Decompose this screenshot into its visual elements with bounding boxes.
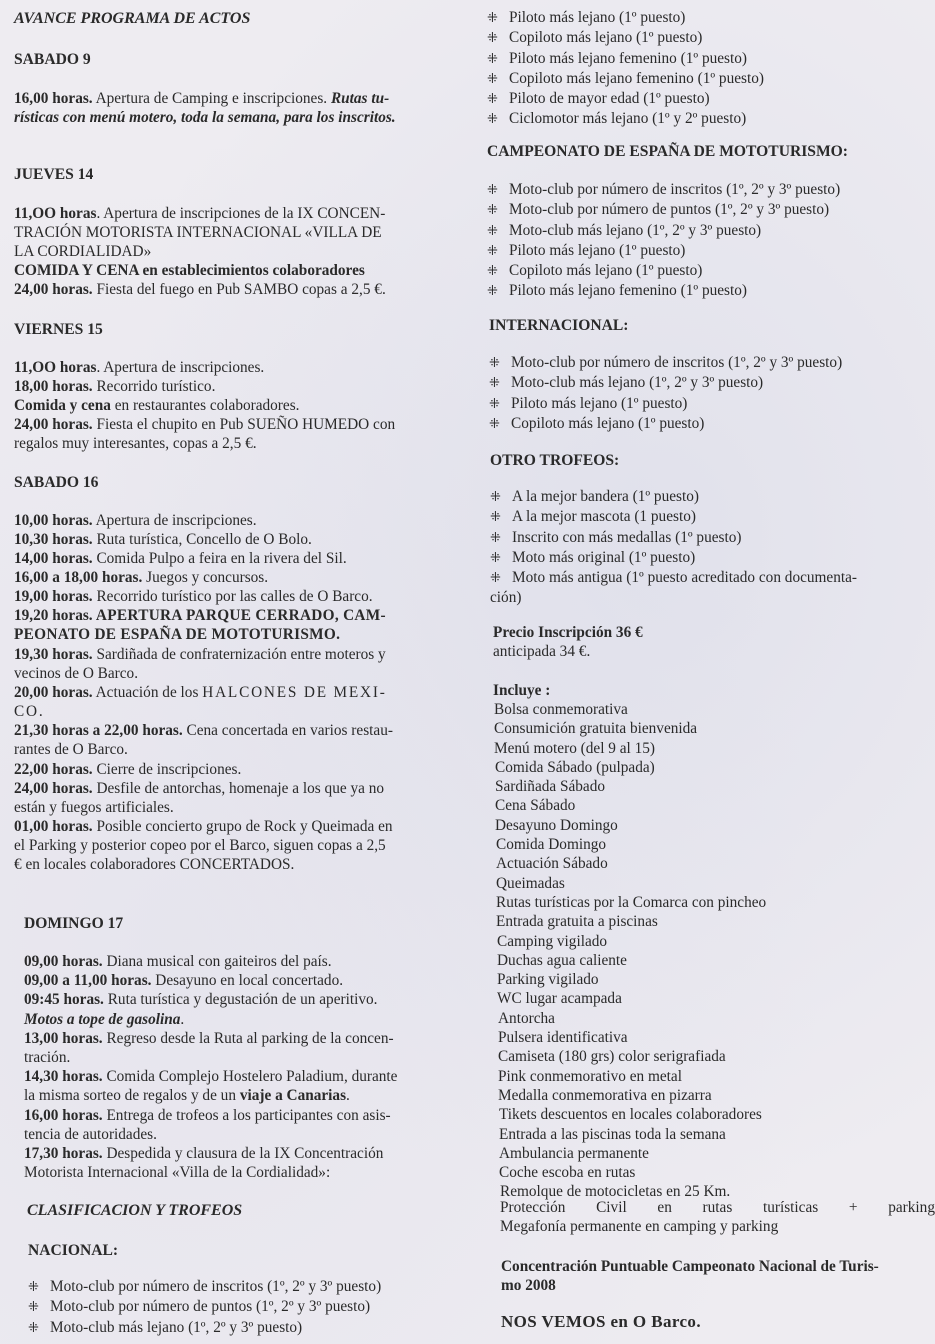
trophy-item: ⁜ Moto-club por número de inscritos (1º, 2º y 3º puesto) [489, 353, 842, 373]
clasificacion-heading: CLASIFICACION Y TROFEOS [27, 1202, 243, 1219]
incluye-item: Tikets descuentos en locales colaboradores [499, 1106, 762, 1124]
nacional-list [28, 1277, 381, 1338]
incluye-item: Entrada a las piscinas toda la semana [499, 1125, 726, 1143]
incluye-item: Comida Domingo [496, 836, 607, 854]
trophy-item-continuation: ción) [490, 589, 522, 607]
trophy-item: ⁜ Moto-club por número de puntos (1º, 2º y 3º puesto) [28, 1297, 381, 1317]
incluye-item: Medalla conmemorativa en pizarra [498, 1086, 712, 1104]
incluye-item: Camping vigilado [497, 932, 608, 950]
trophy-item: ⁜ Moto-club por número de puntos (1º, 2º y 3º puesto) [487, 200, 840, 220]
bullet-icon: ⁜ [487, 92, 498, 108]
event-line: 10,00 horas. Apertura de inscripciones. [14, 512, 257, 529]
event-line: 11,OO horas. Apertura de inscripciones de la IX CONCEN- [14, 205, 386, 222]
event-line: 17,30 horas. Despedida y clausura de la IX Concentración [24, 1145, 384, 1162]
bullet-icon: ⁜ [487, 203, 498, 219]
incluye-item: Queimadas [496, 874, 565, 892]
trophy-item: ⁜ Moto-club más lejano (1º, 2º y 3º puesto) [28, 1318, 381, 1338]
trophy-item: ⁜ Copiloto más lejano (1º puesto) [487, 28, 764, 48]
bullet-icon: ⁜ [487, 284, 498, 300]
trophy-item: ⁜ Piloto más lejano femenino (1º puesto) [487, 49, 764, 69]
nacional-cont-list [487, 8, 764, 130]
event-line: 10,30 horas. Ruta turística, Concello de O Bolo. [14, 531, 312, 548]
bullet-icon: ⁜ [489, 396, 500, 412]
event-line: 19,30 horas. Sardiñada de confraternización entre moteros y [14, 646, 386, 663]
internacional-heading: INTERNACIONAL: [489, 317, 629, 334]
incluye-item: Antorcha [498, 1009, 555, 1027]
day-heading-viernes-15: VIERNES 15 [14, 321, 103, 338]
event-line: 09:45 horas. Ruta turística y degustación de un aperitivo. [24, 991, 378, 1008]
event-line: la misma sorteo de regalos y de un viaje a Canarias. [24, 1087, 350, 1104]
event-line: tencia de autoridades. [24, 1126, 157, 1143]
bullet-icon: ⁜ [490, 490, 501, 505]
event-line: Comida y cena en restaurantes colaboradores. [14, 397, 300, 414]
bullet-icon: ⁜ [490, 550, 501, 566]
bullet-icon: ⁜ [490, 530, 501, 546]
event-line: Motos a tope de gasolina. [24, 1011, 185, 1028]
incluye-item: Remolque de motocicletas en 25 Km. [500, 1183, 731, 1201]
trophy-item: ⁜ Moto-club por número de inscritos (1º, 2º y 3º puesto) [487, 180, 840, 200]
internacional-list [489, 353, 842, 434]
incluye-item: Cena Sábado [495, 797, 576, 815]
bullet-icon: ⁜ [28, 1280, 39, 1295]
trophy-item: ⁜ Piloto de mayor edad (1º puesto) [487, 89, 764, 109]
incluye-item: Ambulancia permanente [499, 1144, 649, 1162]
concentracion-line-2: mo 2008 [501, 1277, 556, 1294]
event-line: 16,00 a 18,00 horas. Juegos y concursos. [14, 569, 269, 586]
incluye-heading: Incluye : [493, 682, 551, 699]
event-line: Motorista Internacional «Villa de la Cordialidad»: [24, 1164, 331, 1181]
day-heading-domingo-17: DOMINGO 17 [24, 915, 124, 932]
event-line: 16,00 horas. Entrega de trofeos a los participantes con asis- [24, 1107, 391, 1124]
day-heading-sabado-16: SABADO 16 [14, 474, 99, 491]
trophy-item: ⁜ Ciclomotor más lejano (1º y 2º puesto) [487, 109, 764, 129]
trophy-item: ⁜ Copiloto más lejano femenino (1º puesto) [487, 69, 764, 89]
trophy-item: ⁜ Piloto más lejano (1º puesto) [487, 8, 764, 28]
event-line: 24,00 horas. Desfile de antorchas, homenaje a los que ya no [14, 780, 385, 797]
bullet-icon: ⁜ [489, 376, 500, 392]
trophy-item: ⁜ Piloto más lejano femenino (1º puesto) [487, 281, 840, 301]
event-line: 13,00 horas. Regreso desde la Ruta al parking de la concen- [24, 1030, 394, 1047]
bullet-icon: ⁜ [28, 1300, 39, 1316]
event-line: CO. [14, 703, 45, 720]
bullet-icon: ⁜ [487, 264, 498, 280]
otros-list [490, 487, 857, 608]
incluye-item: Comida Sábado (pulpada) [495, 758, 655, 776]
bullet-icon: ⁜ [487, 183, 498, 198]
bullet-icon: ⁜ [487, 223, 498, 239]
nacional-heading: NACIONAL: [28, 1242, 119, 1259]
trophy-item: ⁜ A la mejor bandera (1º puesto) [490, 487, 857, 507]
incluye-item: Camiseta (180 grs) color serigrafiada [498, 1048, 726, 1066]
bullet-icon: ⁜ [490, 571, 501, 587]
incluye-item: Consumición gratuita bienvenida [494, 720, 698, 738]
incluye-item: Coche escoba en rutas [499, 1164, 636, 1182]
incluye-item: WC lugar acampada [497, 990, 622, 1008]
precio-anticipada: anticipada 34 €. [493, 643, 591, 660]
trophy-item: ⁜ Moto más original (1º puesto) [490, 548, 857, 568]
incluye-item: Entrada gratuita a piscinas [496, 913, 658, 931]
event-line: 19,20 horas. APERTURA PARQUE CERRADO, CAM- [14, 607, 386, 624]
day-heading-jueves-14: JUEVES 14 [14, 166, 94, 183]
event-line: vecinos de O Barco. [14, 665, 139, 682]
event-line: rantes de O Barco. [14, 741, 128, 758]
event-line: 09,00 horas. Diana musical con gaiteiros del país. [24, 953, 332, 970]
otros-heading: OTRO TROFEOS: [490, 452, 620, 469]
trophy-item: ⁜ Piloto más lejano (1º puesto) [487, 241, 840, 261]
campeonato-heading: CAMPEONATO DE ESPAÑA DE MOTOTURISMO: [487, 143, 848, 160]
trophy-item: ⁜ Moto-club más lejano (1º, 2º y 3º puesto) [489, 373, 842, 393]
trophy-item: ⁜ Piloto más lejano (1º puesto) [489, 394, 842, 414]
bullet-icon: ⁜ [487, 71, 498, 87]
incluye-item: Parking vigilado [497, 971, 599, 989]
precio-heading: Precio Inscripción 36 € [493, 624, 643, 641]
incluye-item: Rutas turísticas por la Comarca con pincheo [496, 893, 767, 911]
incluye-item-proteccion: Protección Civil en rutas turísticas + parking [500, 1199, 935, 1216]
bullet-icon: ⁜ [487, 51, 498, 67]
event-line: tración. [24, 1049, 71, 1066]
bullet-icon: ⁜ [487, 243, 498, 259]
event-line: están y fuegos artificiales. [14, 799, 174, 816]
event-line: 24,00 horas. Fiesta el chupito en Pub SUEÑO HUMEDO con [14, 416, 396, 433]
event-line: 14,30 horas. Comida Complejo Hostelero Paladium, durante [24, 1068, 398, 1085]
incluye-item: Menú motero (del 9 al 15) [494, 739, 655, 757]
bullet-icon: ⁜ [490, 510, 501, 526]
campeonato-list [487, 180, 840, 302]
trophy-item: ⁜ Moto-club más lejano (1º, 2º y 3º puesto) [487, 221, 840, 241]
nos-vemos: NOS VEMOS en O Barco. [501, 1312, 701, 1331]
event-line: LA CORDIALIDAD» [14, 243, 152, 260]
event-line: 24,00 horas. Fiesta del fuego en Pub SAMBO copas a 2,5 €. [14, 281, 386, 298]
event-line: 21,30 horas a 22,00 horas. Cena concertada en varios restau- [14, 722, 393, 739]
incluye-item: Desayuno Domingo [495, 816, 618, 834]
bullet-icon: ⁜ [487, 112, 498, 128]
event-line: 20,00 horas. Actuación de los HALCONES DE MEXI- [14, 684, 387, 701]
event-line: 22,00 horas. Cierre de inscripciones. [14, 761, 242, 778]
event-line: € en locales colaboradores CONCERTADOS. [14, 856, 295, 873]
trophy-item: ⁜ A la mejor mascota (1 puesto) [490, 507, 857, 527]
event-line: TRACIÓN MOTORISTA INTERNACIONAL «VILLA DE [14, 224, 382, 241]
event-line: 16,00 horas. Apertura de Camping e inscripciones. Rutas tu- [14, 90, 390, 107]
incluye-item-megafonia: Megafonía permanente en camping y parking [500, 1218, 779, 1235]
trophy-item: ⁜ Moto-club por número de inscritos (1º, 2º y 3º puesto) [28, 1277, 381, 1297]
bullet-icon: ⁜ [489, 416, 500, 432]
trophy-item: ⁜ Moto más antigua (1º puesto acreditado con documenta- [490, 568, 857, 588]
event-line: PEONATO DE ESPAÑA DE MOTOTURISMO. [14, 626, 341, 643]
event-line: regalos muy interesantes, copas a 2,5 €. [14, 435, 257, 452]
event-line: rísticas con menú motero, toda la semana, para los inscritos. [14, 109, 396, 126]
trophy-item: ⁜ Inscrito con más medallas (1º puesto) [490, 528, 857, 548]
trophy-item: ⁜ Copiloto más lejano (1º puesto) [487, 261, 840, 281]
incluye-item: Pulsera identificativa [498, 1029, 628, 1047]
event-line: el Parking y posterior copeo por el Barco, siguen copas a 2,5 [14, 837, 386, 854]
incluye-item: Pink conmemorativo en metal [498, 1067, 682, 1085]
bullet-icon: ⁜ [489, 356, 500, 371]
incluye-item: Bolsa conmemorativa [494, 701, 628, 718]
event-line: 18,00 horas. Recorrido turístico. [14, 378, 216, 395]
trophy-item: ⁜ Copiloto más lejano (1º puesto) [489, 414, 842, 434]
incluye-item: Sardiñada Sábado [495, 778, 606, 796]
incluye-item: Actuación Sábado [496, 855, 608, 873]
event-line: 11,OO horas. Apertura de inscripciones. [14, 359, 265, 376]
day-heading-sabado-9: SABADO 9 [14, 51, 91, 68]
bullet-icon: ⁜ [28, 1320, 39, 1336]
event-line: 14,00 horas. Comida Pulpo a feira en la rivera del Sil. [14, 550, 347, 567]
incluye-item: Duchas agua caliente [497, 951, 627, 969]
program-title: AVANCE PROGRAMA DE ACTOS [14, 10, 251, 27]
event-line: 09,00 a 11,00 horas. Desayuno en local concertado. [24, 972, 344, 989]
event-line: COMIDA Y CENA en establecimientos colaboradores [14, 262, 365, 279]
concentracion-line-1: Concentración Puntuable Campeonato Nacional de Turis- [501, 1258, 879, 1275]
bullet-icon: ⁜ [487, 31, 498, 47]
incluye-list [494, 700, 766, 1202]
bullet-icon: ⁜ [487, 11, 498, 26]
event-line: 19,00 horas. Recorrido turístico por las calles de O Barco. [14, 588, 373, 605]
event-line: 01,00 horas. Posible concierto grupo de Rock y Queimada en [14, 818, 393, 835]
